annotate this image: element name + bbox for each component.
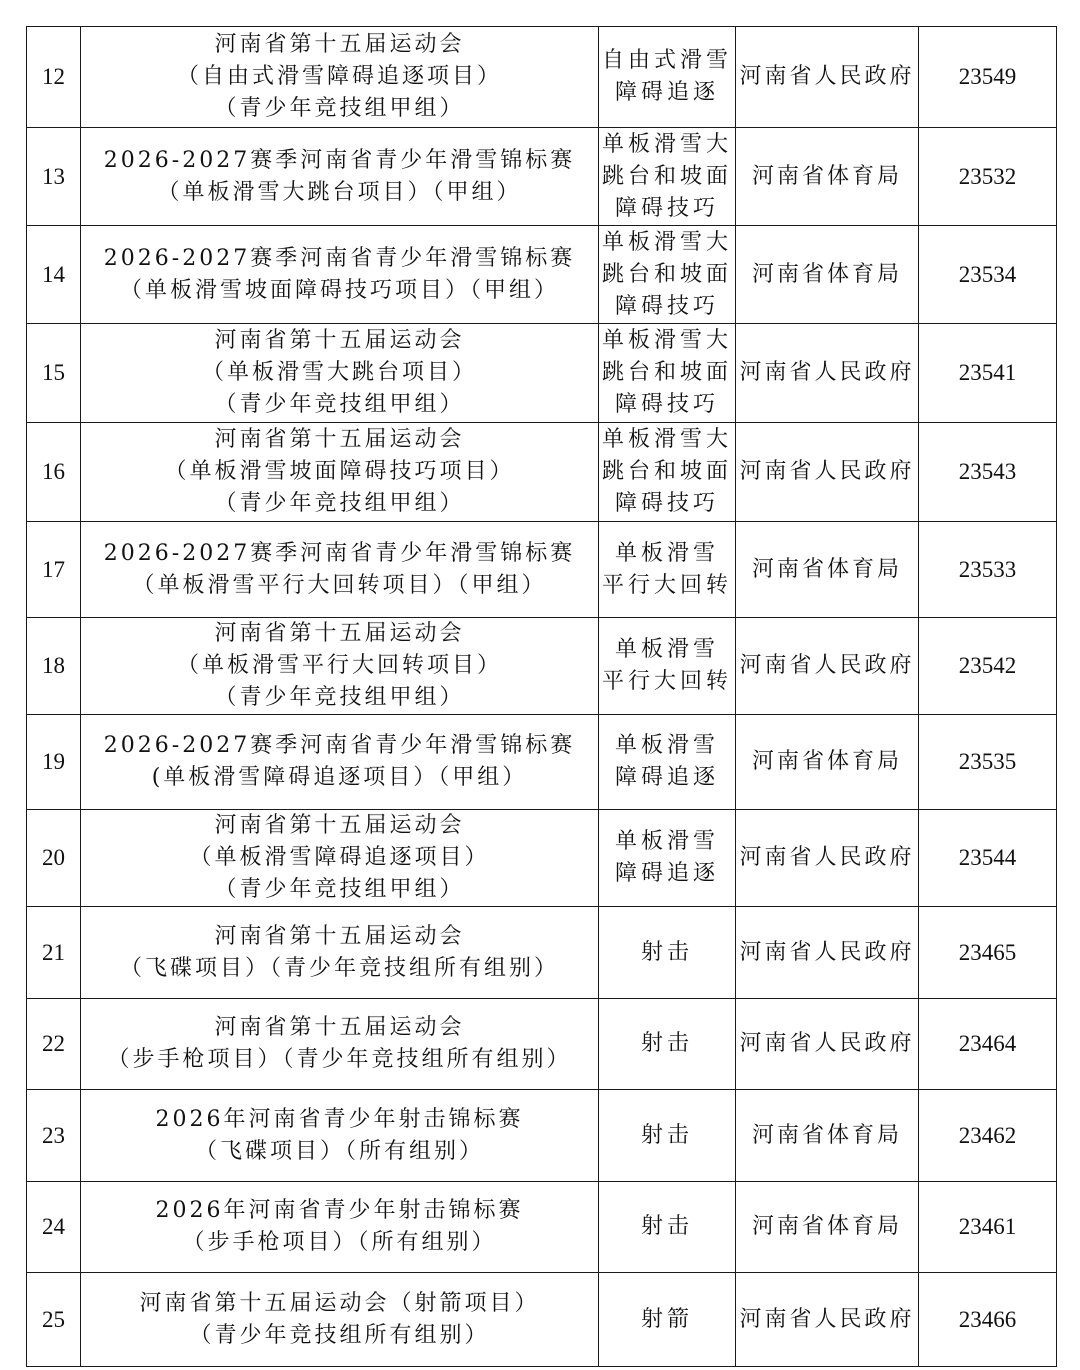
organizer-cell: 河南省人民政府 xyxy=(736,618,919,715)
event-name-line: 2026-2027赛季河南省青少年滑雪锦标赛 xyxy=(103,245,576,271)
sport-line: 障碍技巧 xyxy=(614,293,719,319)
event-name-cell xyxy=(81,128,599,226)
sport-line: 障碍技巧 xyxy=(614,491,719,516)
sport-cell xyxy=(599,128,736,226)
event-name-line: 河南省第十五届运动会 xyxy=(214,813,465,838)
sport-line: 平行大回转 xyxy=(601,669,732,694)
event-code-cell: 23462 xyxy=(919,1090,1057,1182)
event-name-cell xyxy=(81,1090,599,1182)
event-name-cell xyxy=(81,522,599,618)
event-name-line: 2026年河南省青少年射击锦标赛 xyxy=(155,1106,524,1132)
event-name-line: （步手枪项目）（青少年竞技组所有组别） xyxy=(107,1047,572,1072)
event-name-line: （单板滑雪平行大回转项目） xyxy=(176,653,502,678)
sport-line: 单板滑雪 xyxy=(614,829,719,854)
sport-cell xyxy=(599,1090,736,1182)
table-row xyxy=(27,324,1057,423)
table-row xyxy=(27,1182,1057,1273)
event-name-line: 2026年河南省青少年射击锦标赛 xyxy=(155,1198,524,1223)
sport-cell xyxy=(599,999,736,1090)
organizer-cell: 河南省人民政府 xyxy=(736,810,919,907)
sport-line: 跳台和坡面 xyxy=(601,360,732,385)
event-name-cell xyxy=(81,810,599,907)
table-row xyxy=(27,128,1057,226)
event-code-cell: 23465 xyxy=(919,907,1057,999)
sport-cell xyxy=(599,715,736,810)
organizer-cell: 河南省体育局 xyxy=(736,128,919,226)
sport-cell xyxy=(599,618,736,715)
event-name-line: 河南省第十五届运动会 xyxy=(214,328,465,353)
organizer-cell: 河南省人民政府 xyxy=(736,999,919,1090)
table-row xyxy=(27,1090,1057,1182)
table-row xyxy=(27,715,1057,810)
sport-line: 单板滑雪大 xyxy=(601,427,732,452)
event-code-cell: 23541 xyxy=(919,324,1057,423)
event-code-cell: 23533 xyxy=(919,522,1057,618)
organizer-cell: 河南省人民政府 xyxy=(736,907,919,999)
sport-line: 单板滑雪 xyxy=(614,733,719,758)
event-name-line: （单板滑雪坡面障碍技巧项目）（甲组） xyxy=(119,277,559,303)
event-code-cell: 23549 xyxy=(919,27,1057,128)
sport-line: 单板滑雪大 xyxy=(601,229,732,255)
sport-line: 射击 xyxy=(640,939,693,965)
table-row xyxy=(27,1273,1057,1367)
row-number: 16 xyxy=(27,423,81,522)
organizer-cell: 河南省体育局 xyxy=(736,522,919,618)
event-name-cell xyxy=(81,27,599,128)
sport-line: 单板滑雪大 xyxy=(601,328,732,353)
organizer-cell: 河南省人民政府 xyxy=(736,1273,919,1367)
event-name-line: （单板滑雪大跳台项目）（甲组） xyxy=(157,179,522,205)
event-name-line: （单板滑雪坡面障碍技巧项目） xyxy=(164,459,515,484)
event-code-cell: 23461 xyxy=(919,1182,1057,1273)
event-name-line: 2026-2027赛季河南省青少年滑雪锦标赛 xyxy=(103,540,576,566)
organizer-cell: 河南省人民政府 xyxy=(736,324,919,423)
organizer-cell: 河南省人民政府 xyxy=(736,423,919,522)
sport-cell xyxy=(599,1182,736,1273)
sport-line: 跳台和坡面 xyxy=(601,163,732,189)
organizer-cell: 河南省体育局 xyxy=(736,226,919,324)
sport-line: 单板滑雪 xyxy=(614,540,719,566)
sport-line: 射击 xyxy=(640,1122,693,1148)
sport-line: 射箭 xyxy=(640,1306,693,1332)
row-number: 17 xyxy=(27,522,81,618)
row-number: 25 xyxy=(27,1273,81,1367)
event-code-cell: 23532 xyxy=(919,128,1057,226)
sport-line: 障碍技巧 xyxy=(614,392,719,417)
event-table-body xyxy=(27,27,1057,1367)
table-row xyxy=(27,522,1057,618)
organizer-cell: 河南省体育局 xyxy=(736,1182,919,1273)
event-name-line: 河南省第十五届运动会 xyxy=(214,32,465,57)
event-name-line: （单板滑雪大跳台项目） xyxy=(201,360,477,385)
event-name-line: （青少年竞技组甲组） xyxy=(214,491,465,516)
sport-line: 跳台和坡面 xyxy=(601,261,732,287)
event-name-cell xyxy=(81,226,599,324)
event-name-cell xyxy=(81,618,599,715)
sport-line: 障碍追逐 xyxy=(614,861,719,886)
sport-line: 射击 xyxy=(640,1214,693,1239)
table-row xyxy=(27,27,1057,128)
sport-cell xyxy=(599,1273,736,1367)
row-number: 22 xyxy=(27,999,81,1090)
row-number: 20 xyxy=(27,810,81,907)
sport-line: 跳台和坡面 xyxy=(601,459,732,484)
row-number: 14 xyxy=(27,226,81,324)
table-row xyxy=(27,999,1057,1090)
event-name-cell xyxy=(81,324,599,423)
event-name-line: （青少年竞技组甲组） xyxy=(214,96,465,121)
event-code-cell: 23544 xyxy=(919,810,1057,907)
organizer-cell: 河南省体育局 xyxy=(736,715,919,810)
row-number: 21 xyxy=(27,907,81,999)
row-number: 15 xyxy=(27,324,81,423)
table-row xyxy=(27,810,1057,907)
event-name-cell xyxy=(81,907,599,999)
row-number: 23 xyxy=(27,1090,81,1182)
event-name-line: （步手枪项目）（所有组别） xyxy=(182,1230,497,1255)
event-name-line: （飞碟项目）（青少年竞技组所有组别） xyxy=(119,955,559,981)
row-number: 18 xyxy=(27,618,81,715)
sport-line: 障碍技巧 xyxy=(614,195,719,221)
row-number: 13 xyxy=(27,128,81,226)
table-row xyxy=(27,907,1057,999)
event-code-cell: 23535 xyxy=(919,715,1057,810)
sport-cell xyxy=(599,226,736,324)
sport-line: 障碍追逐 xyxy=(614,765,719,790)
event-code-cell: 23464 xyxy=(919,999,1057,1090)
sport-cell xyxy=(599,324,736,423)
event-name-line: 河南省第十五届运动会 xyxy=(214,621,465,646)
event-name-cell xyxy=(81,715,599,810)
event-code-cell: 23534 xyxy=(919,226,1057,324)
organizer-cell: 河南省人民政府 xyxy=(736,27,919,128)
event-name-line: 河南省第十五届运动会 xyxy=(214,923,465,949)
sport-cell xyxy=(599,907,736,999)
sport-cell xyxy=(599,810,736,907)
event-name-line: 河南省第十五届运动会 xyxy=(214,427,465,452)
sport-line: 单板滑雪大 xyxy=(601,131,732,157)
event-name-cell xyxy=(81,999,599,1090)
event-name-cell xyxy=(81,1182,599,1273)
organizer-cell: 河南省体育局 xyxy=(736,1090,919,1182)
event-name-line: (单板滑雪障碍追逐项目）（甲组） xyxy=(151,765,528,790)
event-name-line: 2026-2027赛季河南省青少年滑雪锦标赛 xyxy=(103,733,576,758)
event-name-line: （单板滑雪平行大回转项目）（甲组） xyxy=(132,572,547,598)
event-name-line: （飞碟项目）（所有组别） xyxy=(194,1138,484,1164)
event-code-cell: 23542 xyxy=(919,618,1057,715)
event-name-cell xyxy=(81,423,599,522)
event-name-line: （青少年竞技组甲组） xyxy=(214,685,465,710)
sport-cell xyxy=(599,522,736,618)
sport-line: 射击 xyxy=(640,1031,693,1056)
sport-line: 障碍追逐 xyxy=(614,80,719,105)
sport-line: 自由式滑雪 xyxy=(601,48,732,73)
event-name-line: （青少年竞技组甲组） xyxy=(214,877,465,902)
event-name-cell xyxy=(81,1273,599,1367)
event-name-line: 2026-2027赛季河南省青少年滑雪锦标赛 xyxy=(103,147,576,173)
event-name-line: 河南省第十五届运动会 xyxy=(214,1015,465,1040)
row-number: 19 xyxy=(27,715,81,810)
event-name-line: （青少年竞技组甲组） xyxy=(214,392,465,417)
event-name-line: （自由式滑雪障碍追逐项目） xyxy=(176,64,502,89)
sport-cell xyxy=(599,423,736,522)
event-code-cell: 23466 xyxy=(919,1273,1057,1367)
event-name-line: （单板滑雪障碍追逐项目） xyxy=(189,845,490,870)
row-number: 12 xyxy=(27,27,81,128)
event-table xyxy=(26,26,1057,1367)
table-row xyxy=(27,423,1057,522)
sport-line: 单板滑雪 xyxy=(614,637,719,662)
event-name-line: （青少年竞技组所有组别） xyxy=(189,1322,490,1348)
row-number: 24 xyxy=(27,1182,81,1273)
event-code-cell: 23543 xyxy=(919,423,1057,522)
sport-cell xyxy=(599,27,736,128)
sport-line: 平行大回转 xyxy=(601,572,732,598)
table-row xyxy=(27,226,1057,324)
table-row xyxy=(27,618,1057,715)
event-name-line: 河南省第十五届运动会（射箭项目） xyxy=(139,1290,540,1316)
